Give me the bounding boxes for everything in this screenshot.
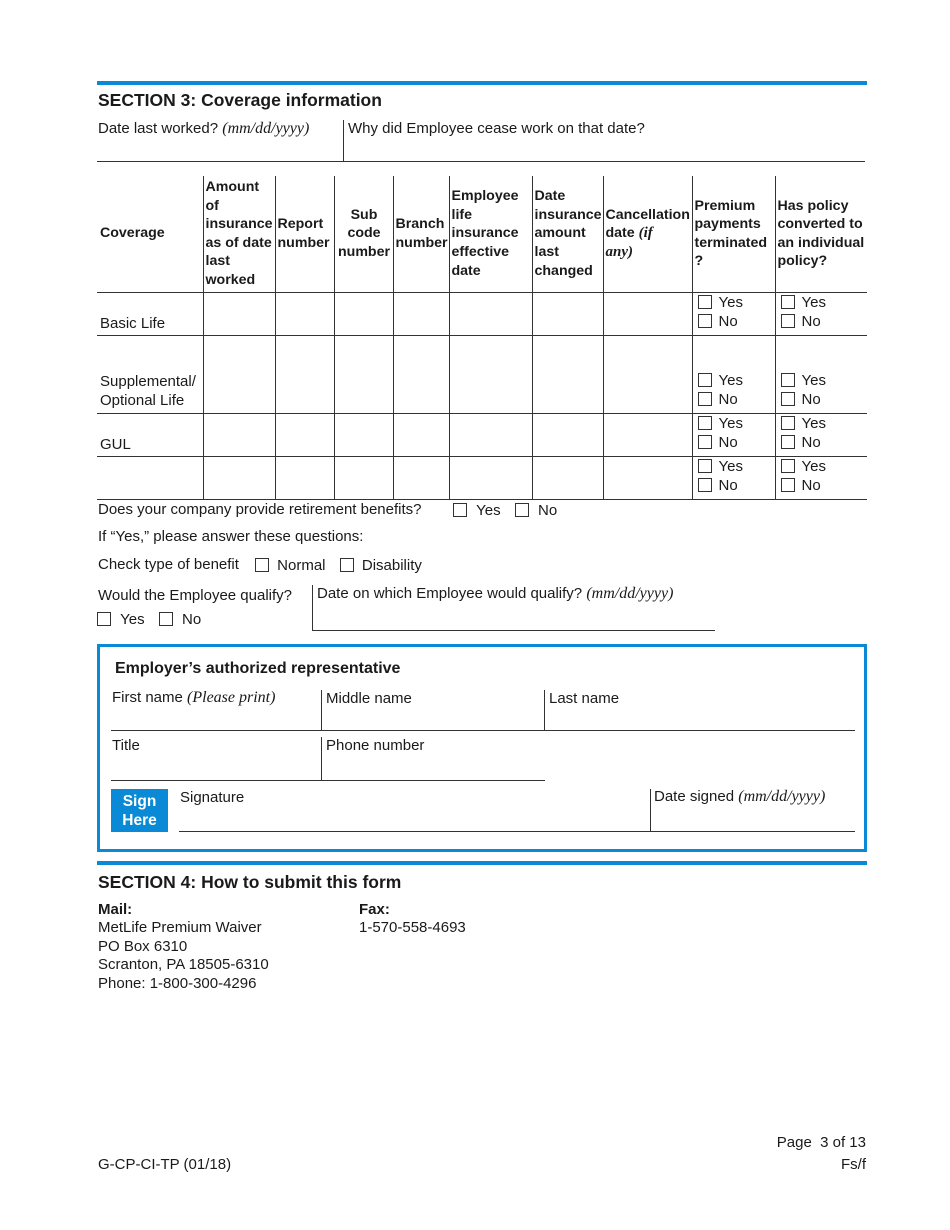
retirement-no-checkbox[interactable] bbox=[515, 503, 529, 517]
table-cell[interactable] bbox=[203, 335, 275, 413]
table-cell[interactable] bbox=[532, 413, 603, 456]
header-sub-code: Sub code number bbox=[334, 176, 393, 292]
table-cell[interactable] bbox=[203, 413, 275, 456]
yes-checkbox[interactable] bbox=[698, 295, 712, 309]
table-row bbox=[97, 413, 867, 456]
table-cell[interactable] bbox=[532, 292, 603, 335]
header-premium-terminated: Premium payments terminated ? bbox=[692, 176, 775, 292]
yes-checkbox[interactable] bbox=[698, 416, 712, 430]
header-branch: Branch number bbox=[393, 176, 449, 292]
section3-top-bar bbox=[97, 81, 867, 85]
converted-yes-no: Yes No bbox=[775, 456, 867, 499]
premium-yes-no: Yes No bbox=[692, 335, 775, 413]
first-name-label: First name (Please print) bbox=[112, 689, 276, 706]
divider bbox=[650, 789, 651, 831]
table-cell[interactable] bbox=[393, 413, 449, 456]
table-row bbox=[97, 335, 867, 413]
divider bbox=[321, 690, 322, 730]
table-cell[interactable] bbox=[449, 413, 532, 456]
form-id: G-CP-CI-TP (01/18) bbox=[98, 1156, 232, 1173]
table-cell[interactable] bbox=[275, 292, 334, 335]
header-cancellation: Cancellation date (if any) bbox=[603, 176, 692, 292]
divider bbox=[544, 690, 545, 730]
row-label: Supplemental/ Optional Life bbox=[97, 335, 203, 413]
table-cell[interactable] bbox=[275, 413, 334, 456]
fax-label: Fax: bbox=[359, 901, 390, 918]
benefit-type-options: Normal Disability bbox=[255, 557, 422, 574]
header-amount: Amount of insurance as of date last worked bbox=[203, 176, 275, 292]
table-cell[interactable] bbox=[532, 456, 603, 499]
header-effective-date: Employee life insurance effective date bbox=[449, 176, 532, 292]
table-cell[interactable] bbox=[275, 335, 334, 413]
fax-number: 1-570-558-4693 bbox=[359, 919, 466, 936]
table-cell[interactable] bbox=[603, 413, 692, 456]
retirement-yes-checkbox[interactable] bbox=[453, 503, 467, 517]
coverage-table bbox=[97, 176, 867, 500]
retirement-yes-no: Yes No bbox=[453, 502, 557, 519]
row-label: Basic Life bbox=[97, 292, 203, 335]
divider bbox=[312, 585, 313, 630]
yes-checkbox[interactable] bbox=[698, 459, 712, 473]
header-coverage: Coverage bbox=[100, 225, 165, 242]
table-cell[interactable] bbox=[449, 456, 532, 499]
normal-checkbox[interactable] bbox=[255, 558, 269, 572]
no-checkbox[interactable] bbox=[698, 435, 712, 449]
premium-yes-no: Yes No bbox=[692, 292, 775, 335]
qualify-date-label: Date on which Employee would qualify? (mm/dd/yyyy) bbox=[317, 585, 674, 602]
phone-label: Phone number bbox=[326, 737, 425, 754]
no-checkbox[interactable] bbox=[698, 314, 712, 328]
title-label: Title bbox=[112, 737, 140, 754]
table-cell[interactable] bbox=[203, 292, 275, 335]
retirement-question: Does your company provide retirement benefits? bbox=[98, 501, 422, 518]
row-label[interactable] bbox=[97, 456, 203, 499]
qualify-yes-checkbox[interactable] bbox=[97, 612, 111, 626]
table-cell[interactable] bbox=[393, 456, 449, 499]
converted-yes-no: Yes No bbox=[775, 413, 867, 456]
mail-address-line3: Scranton, PA 18505-6310 bbox=[98, 956, 269, 973]
no-checkbox[interactable] bbox=[781, 392, 795, 406]
check-type-label: Check type of benefit bbox=[98, 556, 239, 573]
qualify-no-checkbox[interactable] bbox=[159, 612, 173, 626]
no-checkbox[interactable] bbox=[698, 478, 712, 492]
table-cell[interactable] bbox=[449, 292, 532, 335]
yes-checkbox[interactable] bbox=[781, 416, 795, 430]
table-cell[interactable] bbox=[603, 292, 692, 335]
row-label: GUL bbox=[97, 413, 203, 456]
table-cell[interactable] bbox=[449, 335, 532, 413]
header-policy-converted: Has policy converted to an individual policy? bbox=[775, 176, 867, 292]
yes-checkbox[interactable] bbox=[781, 459, 795, 473]
premium-yes-no: Yes No bbox=[692, 456, 775, 499]
yes-checkbox[interactable] bbox=[781, 373, 795, 387]
table-cell[interactable] bbox=[603, 335, 692, 413]
mail-address-line1: MetLife Premium Waiver bbox=[98, 919, 262, 936]
coverage-table-header bbox=[97, 176, 867, 292]
middle-name-label: Middle name bbox=[326, 690, 412, 707]
sign-here-badge: Sign Here bbox=[111, 789, 168, 832]
qualify-yes-no: Yes No bbox=[97, 611, 201, 628]
date-signed-label: Date signed (mm/dd/yyyy) bbox=[654, 788, 826, 805]
table-cell[interactable] bbox=[334, 335, 393, 413]
table-cell[interactable] bbox=[532, 335, 603, 413]
table-cell[interactable] bbox=[275, 456, 334, 499]
title-phone-line[interactable] bbox=[111, 780, 545, 781]
table-row bbox=[97, 456, 867, 499]
page-number: Page 3 of 13 bbox=[776, 1134, 866, 1151]
table-row bbox=[97, 292, 867, 335]
mail-address-line2: PO Box 6310 bbox=[98, 938, 188, 955]
table-cell[interactable] bbox=[334, 292, 393, 335]
section4-title: SECTION 4: How to submit this form bbox=[98, 872, 402, 892]
if-yes-text: If “Yes,” please answer these questions: bbox=[98, 528, 364, 545]
converted-yes-no: Yes No bbox=[775, 292, 867, 335]
header-report: Report number bbox=[275, 176, 334, 292]
representative-title: Employer’s authorized representative bbox=[115, 660, 401, 677]
signature-label: Signature bbox=[180, 789, 245, 806]
signature-line[interactable] bbox=[179, 831, 855, 832]
table-cell[interactable] bbox=[334, 456, 393, 499]
no-checkbox[interactable] bbox=[698, 392, 712, 406]
footer-code: Fs/f bbox=[841, 1156, 866, 1173]
converted-yes-no: Yes No bbox=[775, 335, 867, 413]
table-cell[interactable] bbox=[393, 292, 449, 335]
table-cell[interactable] bbox=[203, 456, 275, 499]
why-cease-label: Why did Employee cease work on that date? bbox=[348, 120, 645, 137]
table-cell[interactable] bbox=[393, 335, 449, 413]
header-date-changed: Date insurance amount last changed bbox=[532, 176, 603, 292]
no-checkbox[interactable] bbox=[781, 435, 795, 449]
no-checkbox[interactable] bbox=[781, 314, 795, 328]
mail-phone: Phone: 1-800-300-4296 bbox=[98, 975, 257, 992]
date-last-worked-field[interactable] bbox=[97, 161, 865, 162]
section4-top-bar bbox=[97, 861, 867, 865]
qualify-label: Would the Employee qualify? bbox=[98, 587, 293, 604]
section3-title: SECTION 3: Coverage information bbox=[98, 90, 382, 110]
date-last-worked-label: Date last worked? (mm/dd/yyyy) bbox=[98, 120, 310, 137]
divider bbox=[343, 120, 344, 161]
table-cell[interactable] bbox=[334, 413, 393, 456]
last-name-label: Last name bbox=[549, 690, 620, 707]
yes-checkbox[interactable] bbox=[781, 295, 795, 309]
no-checkbox[interactable] bbox=[781, 478, 795, 492]
table-cell[interactable] bbox=[603, 456, 692, 499]
name-fields-line[interactable] bbox=[111, 730, 855, 731]
premium-yes-no: Yes No bbox=[692, 413, 775, 456]
qualify-date-field[interactable] bbox=[312, 630, 715, 631]
mail-label: Mail: bbox=[98, 901, 133, 918]
divider bbox=[321, 737, 322, 780]
yes-checkbox[interactable] bbox=[698, 373, 712, 387]
disability-checkbox[interactable] bbox=[340, 558, 354, 572]
